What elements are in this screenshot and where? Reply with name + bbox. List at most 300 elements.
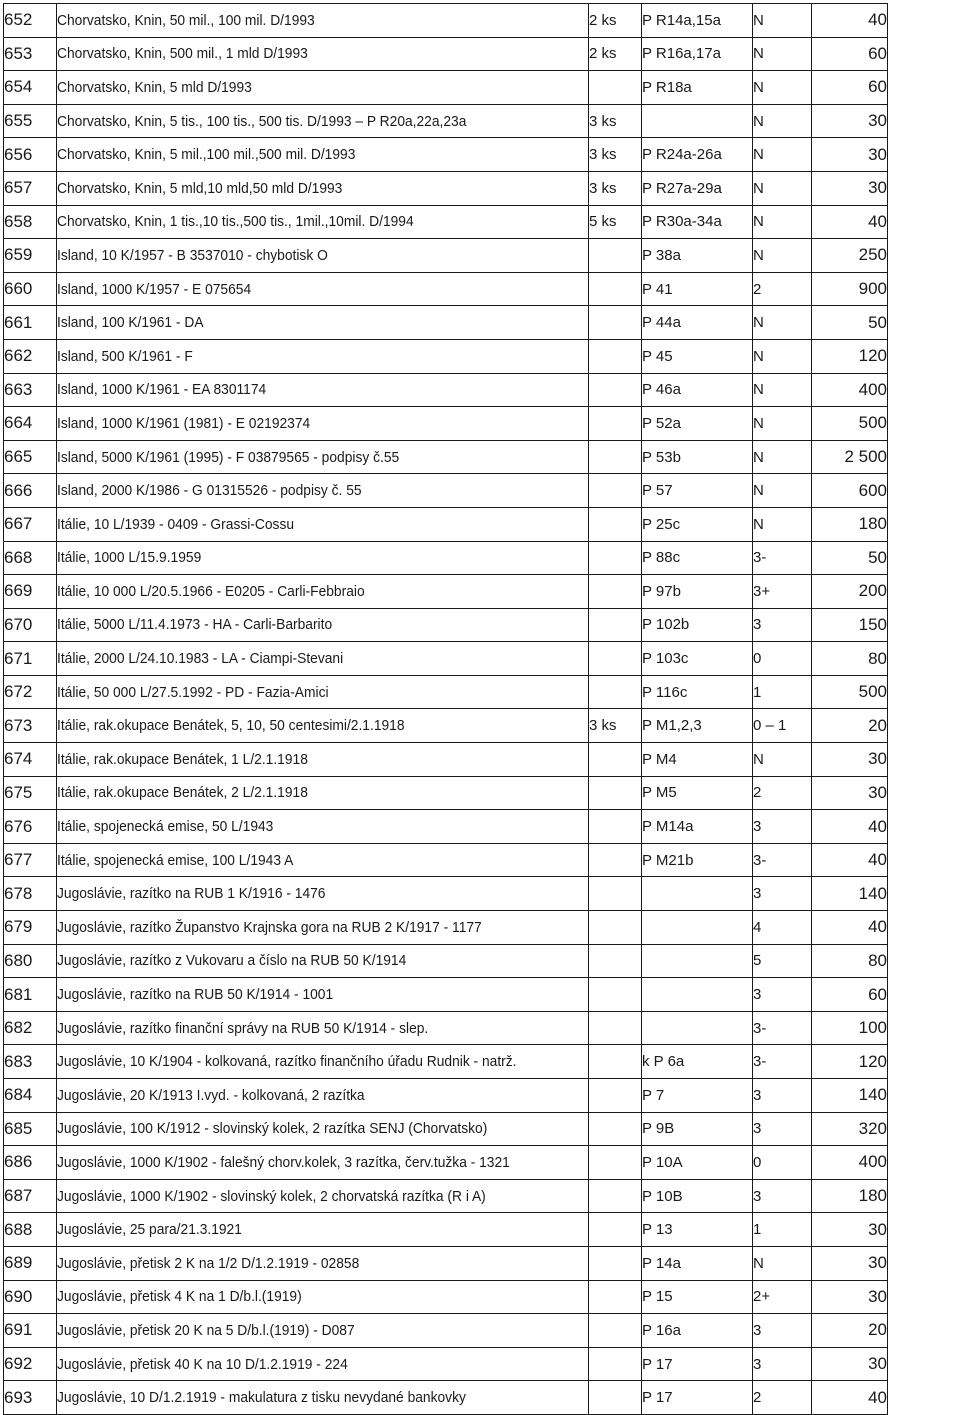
item-reference: P M14a	[642, 810, 753, 844]
item-condition: 3	[753, 1079, 812, 1113]
item-quantity	[589, 575, 642, 609]
item-price: 60	[812, 978, 888, 1012]
item-quantity	[589, 407, 642, 441]
item-quantity	[589, 373, 642, 407]
item-description-text: Itálie, spojenecká emise, 100 L/1943 A	[57, 851, 294, 869]
item-price: 40	[812, 4, 888, 38]
item-description-text: Jugoslávie, razítko na RUB 50 K/1914 - 1001	[57, 986, 334, 1004]
item-price: 320	[812, 1112, 888, 1146]
item-quantity	[589, 1011, 642, 1045]
item-quantity	[589, 978, 642, 1012]
item-quantity	[589, 1381, 642, 1415]
item-description	[57, 239, 589, 273]
item-condition: N	[753, 138, 812, 172]
item-condition: 0 – 1	[753, 709, 812, 743]
item-condition: 3+	[753, 575, 812, 609]
item-price: 30	[812, 104, 888, 138]
table-row	[4, 272, 888, 306]
table-row	[4, 1246, 888, 1280]
item-number: 653	[4, 37, 57, 71]
item-quantity	[589, 877, 642, 911]
item-number: 652	[4, 4, 57, 38]
item-description	[57, 1246, 589, 1280]
item-description	[57, 71, 589, 105]
item-description	[57, 138, 589, 172]
item-condition: 3	[753, 978, 812, 1012]
item-price: 900	[812, 272, 888, 306]
item-description	[57, 474, 589, 508]
item-description-text: Island, 2000 K/1986 - G 01315526 - podpisy č. 55	[57, 482, 362, 500]
item-number: 673	[4, 709, 57, 743]
item-description	[57, 339, 589, 373]
item-price: 30	[812, 171, 888, 205]
item-number: 668	[4, 541, 57, 575]
item-condition: 3-	[753, 1045, 812, 1079]
item-condition: N	[753, 440, 812, 474]
item-reference	[642, 1011, 753, 1045]
item-description-text: Chorvatsko, Knin, 5 mld,10 mld,50 mld D/1993	[57, 179, 343, 197]
item-description	[57, 1045, 589, 1079]
item-quantity	[589, 272, 642, 306]
item-number: 681	[4, 978, 57, 1012]
item-description	[57, 608, 589, 642]
item-description-text: Island, 500 K/1961 - F	[57, 347, 193, 365]
item-price: 80	[812, 944, 888, 978]
item-quantity	[589, 1045, 642, 1079]
table-row	[4, 1011, 888, 1045]
item-description	[57, 407, 589, 441]
table-row	[4, 306, 888, 340]
item-quantity	[589, 1213, 642, 1247]
item-description-text: Jugoslávie, razítko finanční správy na RUB 50 K/1914 - slep.	[57, 1019, 429, 1037]
item-condition: N	[753, 306, 812, 340]
item-number: 682	[4, 1011, 57, 1045]
item-description-text: Island, 1000 K/1961 - EA 8301174	[57, 381, 267, 399]
item-reference: P R30a-34a	[642, 205, 753, 239]
item-number: 678	[4, 877, 57, 911]
item-reference: P 17	[642, 1347, 753, 1381]
table-row	[4, 1347, 888, 1381]
item-number: 688	[4, 1213, 57, 1247]
item-reference: P R24a-26a	[642, 138, 753, 172]
table-row	[4, 339, 888, 373]
item-quantity	[589, 339, 642, 373]
item-description-text: Jugoslávie, 25 para/21.3.1921	[57, 1221, 242, 1239]
item-description	[57, 743, 589, 777]
item-description	[57, 541, 589, 575]
item-description	[57, 1381, 589, 1415]
item-condition: 2	[753, 272, 812, 306]
item-description	[57, 37, 589, 71]
table-row	[4, 575, 888, 609]
item-number: 661	[4, 306, 57, 340]
item-description-text: Jugoslávie, 1000 K/1902 - falešný chorv.kolek, 3 razítka, červ.tužka - 1321	[57, 1153, 510, 1171]
item-quantity	[589, 541, 642, 575]
item-quantity	[589, 1146, 642, 1180]
item-reference: P 15	[642, 1280, 753, 1314]
item-description-text: Jugoslávie, razítko z Vukovaru a číslo na RUB 50 K/1914	[57, 952, 407, 970]
item-quantity	[589, 776, 642, 810]
item-reference: P M5	[642, 776, 753, 810]
item-condition: 1	[753, 1213, 812, 1247]
item-condition: 2	[753, 776, 812, 810]
item-description-text: Itálie, 50 000 L/27.5.1992 - PD - Fazia-Amici	[57, 683, 329, 701]
item-price: 140	[812, 877, 888, 911]
item-description	[57, 1079, 589, 1113]
table-row	[4, 541, 888, 575]
item-description-text: Chorvatsko, Knin, 5 tis., 100 tis., 500 tis. D/1993 – P R20a,22a,23a	[57, 112, 467, 130]
item-quantity	[589, 743, 642, 777]
item-description	[57, 810, 589, 844]
item-description-text: Jugoslávie, 10 D/1.2.1919 - makulatura z tisku nevydané bankovky	[57, 1389, 466, 1407]
item-number: 663	[4, 373, 57, 407]
item-quantity: 3 ks	[589, 138, 642, 172]
item-description-text: Island, 5000 K/1961 (1995) - F 03879565 - podpisy č.55	[57, 448, 400, 466]
item-condition: N	[753, 407, 812, 441]
item-condition: 2	[753, 1381, 812, 1415]
item-description	[57, 171, 589, 205]
item-quantity: 2 ks	[589, 4, 642, 38]
item-condition: 4	[753, 911, 812, 945]
item-description	[57, 373, 589, 407]
table-row	[4, 978, 888, 1012]
item-reference: P 16a	[642, 1314, 753, 1348]
item-price: 30	[812, 1347, 888, 1381]
item-reference: P 17	[642, 1381, 753, 1415]
item-number: 669	[4, 575, 57, 609]
item-reference: P 14a	[642, 1246, 753, 1280]
table-row	[4, 1179, 888, 1213]
item-number: 684	[4, 1079, 57, 1113]
item-price: 50	[812, 306, 888, 340]
item-reference: P 53b	[642, 440, 753, 474]
item-description-text: Itálie, 2000 L/24.10.1983 - LA - Ciampi-Stevani	[57, 650, 344, 668]
item-description-text: Jugoslávie, 10 K/1904 - kolkovaná, razítko finančního úřadu Rudnik - natrž.	[57, 1053, 517, 1071]
table-row	[4, 373, 888, 407]
item-quantity	[589, 675, 642, 709]
item-condition: 5	[753, 944, 812, 978]
item-price: 500	[812, 407, 888, 441]
item-description-text: Jugoslávie, přetisk 20 K na 5 D/b.l.(1919) - D087	[57, 1321, 355, 1339]
item-quantity	[589, 440, 642, 474]
item-reference: P 116c	[642, 675, 753, 709]
item-condition: N	[753, 37, 812, 71]
item-reference	[642, 877, 753, 911]
item-number: 654	[4, 71, 57, 105]
item-price: 180	[812, 507, 888, 541]
item-description	[57, 507, 589, 541]
item-quantity	[589, 944, 642, 978]
item-reference	[642, 944, 753, 978]
item-number: 687	[4, 1179, 57, 1213]
item-condition: N	[753, 171, 812, 205]
item-price: 150	[812, 608, 888, 642]
table-row	[4, 911, 888, 945]
item-price: 40	[812, 843, 888, 877]
item-description	[57, 440, 589, 474]
item-quantity	[589, 474, 642, 508]
item-description-text: Itálie, rak.okupace Benátek, 5, 10, 50 centesimi/2.1.1918	[57, 717, 405, 735]
item-reference: P M21b	[642, 843, 753, 877]
item-reference	[642, 104, 753, 138]
item-description-text: Island, 100 K/1961 - DA	[57, 314, 204, 332]
item-quantity: 3 ks	[589, 171, 642, 205]
item-quantity: 3 ks	[589, 709, 642, 743]
item-description	[57, 575, 589, 609]
item-description-text: Jugoslávie, přetisk 4 K na 1 D/b.l.(1919)	[57, 1288, 302, 1306]
item-description-text: Jugoslávie, razítko Županstvo Krajnska gora na RUB 2 K/1917 - 1177	[57, 918, 482, 936]
item-quantity	[589, 608, 642, 642]
item-price: 2 500	[812, 440, 888, 474]
item-reference: P 102b	[642, 608, 753, 642]
item-reference: k P 6a	[642, 1045, 753, 1079]
item-quantity	[589, 1179, 642, 1213]
table-row	[4, 37, 888, 71]
item-quantity: 5 ks	[589, 205, 642, 239]
item-description	[57, 1179, 589, 1213]
item-price: 250	[812, 239, 888, 273]
item-number: 679	[4, 911, 57, 945]
table-row	[4, 239, 888, 273]
table-row	[4, 440, 888, 474]
item-description-text: Chorvatsko, Knin, 5 mil.,100 mil.,500 mil. D/1993	[57, 146, 356, 164]
item-description-text: Jugoslávie, přetisk 40 K na 10 D/1.2.1919 - 224	[57, 1355, 348, 1373]
item-description	[57, 205, 589, 239]
item-number: 676	[4, 810, 57, 844]
item-number: 671	[4, 642, 57, 676]
item-price: 40	[812, 810, 888, 844]
item-reference: P 10A	[642, 1146, 753, 1180]
item-condition: N	[753, 4, 812, 38]
item-description	[57, 944, 589, 978]
item-condition: 3	[753, 1112, 812, 1146]
item-reference: P R14a,15a	[642, 4, 753, 38]
item-number: 665	[4, 440, 57, 474]
item-price: 30	[812, 1246, 888, 1280]
table-row	[4, 507, 888, 541]
item-price: 180	[812, 1179, 888, 1213]
item-description-text: Itálie, spojenecká emise, 50 L/1943	[57, 818, 274, 836]
table-row	[4, 1146, 888, 1180]
item-description-text: Chorvatsko, Knin, 5 mld D/1993	[57, 78, 252, 96]
item-description	[57, 675, 589, 709]
item-description-text: Jugoslávie, přetisk 2 K na 1/2 D/1.2.1919 - 02858	[57, 1254, 360, 1272]
item-reference: P R27a-29a	[642, 171, 753, 205]
table-row	[4, 642, 888, 676]
item-reference: P 44a	[642, 306, 753, 340]
item-price: 100	[812, 1011, 888, 1045]
item-price: 30	[812, 138, 888, 172]
item-price: 40	[812, 911, 888, 945]
item-number: 655	[4, 104, 57, 138]
item-number: 680	[4, 944, 57, 978]
item-quantity	[589, 71, 642, 105]
item-number: 683	[4, 1045, 57, 1079]
item-condition: N	[753, 743, 812, 777]
item-reference: P 45	[642, 339, 753, 373]
item-description	[57, 776, 589, 810]
item-description	[57, 978, 589, 1012]
item-price: 30	[812, 1213, 888, 1247]
item-quantity	[589, 911, 642, 945]
table-row	[4, 1314, 888, 1348]
item-description-text: Jugoslávie, 20 K/1913 I.vyd. - kolkovaná, 2 razítka	[57, 1086, 365, 1104]
item-quantity: 2 ks	[589, 37, 642, 71]
item-quantity: 3 ks	[589, 104, 642, 138]
item-condition: 2+	[753, 1280, 812, 1314]
item-condition: N	[753, 507, 812, 541]
table-row	[4, 1280, 888, 1314]
item-description-text: Jugoslávie, razítko na RUB 1 K/1916 - 1476	[57, 885, 326, 903]
item-condition: 3-	[753, 541, 812, 575]
item-description-text: Itálie, rak.okupace Benátek, 2 L/2.1.1918	[57, 784, 308, 802]
table-row	[4, 743, 888, 777]
item-quantity	[589, 1079, 642, 1113]
item-reference: P 57	[642, 474, 753, 508]
item-number: 657	[4, 171, 57, 205]
item-description-text: Itálie, 1000 L/15.9.1959	[57, 549, 202, 567]
item-description-text: Itálie, 10 L/1939 - 0409 - Grassi-Cossu	[57, 515, 295, 533]
item-price: 40	[812, 1381, 888, 1415]
item-number: 691	[4, 1314, 57, 1348]
table-row	[4, 877, 888, 911]
item-price: 30	[812, 743, 888, 777]
item-quantity	[589, 1314, 642, 1348]
item-description-text: Island, 1000 K/1957 - E 075654	[57, 280, 252, 298]
item-price: 80	[812, 642, 888, 676]
item-price: 120	[812, 1045, 888, 1079]
item-description	[57, 1146, 589, 1180]
table-row	[4, 205, 888, 239]
item-quantity	[589, 306, 642, 340]
item-description-text: Jugoslávie, 1000 K/1902 - slovinský kolek, 2 chorvatská razítka (R i A)	[57, 1187, 486, 1205]
item-reference	[642, 911, 753, 945]
item-reference: P 13	[642, 1213, 753, 1247]
item-description	[57, 709, 589, 743]
item-price: 140	[812, 1079, 888, 1113]
item-quantity	[589, 239, 642, 273]
item-price: 400	[812, 1146, 888, 1180]
table-row	[4, 843, 888, 877]
table-row	[4, 1045, 888, 1079]
table-row	[4, 1381, 888, 1415]
table-row	[4, 1112, 888, 1146]
item-condition: 3	[753, 608, 812, 642]
item-condition: N	[753, 1246, 812, 1280]
table-row	[4, 776, 888, 810]
item-reference: P 10B	[642, 1179, 753, 1213]
item-condition: N	[753, 339, 812, 373]
item-price: 30	[812, 776, 888, 810]
item-condition: 0	[753, 1146, 812, 1180]
item-description-text: Chorvatsko, Knin, 1 tis.,10 tis.,500 tis., 1mil.,10mil. D/1994	[57, 213, 414, 231]
item-condition: 3-	[753, 843, 812, 877]
item-condition: 3	[753, 877, 812, 911]
table-row	[4, 138, 888, 172]
item-number: 664	[4, 407, 57, 441]
table-row	[4, 675, 888, 709]
item-quantity	[589, 507, 642, 541]
item-reference: P 88c	[642, 541, 753, 575]
item-reference: P 9B	[642, 1112, 753, 1146]
item-description-text: Island, 10 K/1957 - B 3537010 - chybotisk O	[57, 246, 328, 264]
catalog-body	[4, 4, 888, 1415]
table-row	[4, 104, 888, 138]
item-number: 693	[4, 1381, 57, 1415]
item-condition: N	[753, 205, 812, 239]
item-reference: P 103c	[642, 642, 753, 676]
item-reference: P 41	[642, 272, 753, 306]
item-price: 30	[812, 1280, 888, 1314]
item-quantity	[589, 843, 642, 877]
item-price: 600	[812, 474, 888, 508]
item-number: 674	[4, 743, 57, 777]
item-description	[57, 911, 589, 945]
item-description-text: Itálie, 10 000 L/20.5.1966 - E0205 - Carli-Febbraio	[57, 582, 365, 600]
item-condition: 3	[753, 1347, 812, 1381]
item-price: 60	[812, 37, 888, 71]
item-number: 689	[4, 1246, 57, 1280]
item-description	[57, 1347, 589, 1381]
item-price: 60	[812, 71, 888, 105]
item-description	[57, 1112, 589, 1146]
item-condition: 3	[753, 1314, 812, 1348]
item-condition: N	[753, 474, 812, 508]
item-description	[57, 272, 589, 306]
item-number: 666	[4, 474, 57, 508]
item-reference: P 25c	[642, 507, 753, 541]
item-reference: P M4	[642, 743, 753, 777]
table-row	[4, 4, 888, 38]
item-reference: P 46a	[642, 373, 753, 407]
item-quantity	[589, 1280, 642, 1314]
item-price: 500	[812, 675, 888, 709]
item-number: 685	[4, 1112, 57, 1146]
item-price: 50	[812, 541, 888, 575]
item-description	[57, 1213, 589, 1247]
item-number: 659	[4, 239, 57, 273]
item-number: 692	[4, 1347, 57, 1381]
item-condition: 1	[753, 675, 812, 709]
item-number: 675	[4, 776, 57, 810]
item-description	[57, 843, 589, 877]
item-price: 400	[812, 373, 888, 407]
item-number: 667	[4, 507, 57, 541]
item-description	[57, 642, 589, 676]
item-description	[57, 1280, 589, 1314]
item-description-text: Itálie, 5000 L/11.4.1973 - HA - Carli-Barbarito	[57, 616, 333, 634]
item-price: 20	[812, 1314, 888, 1348]
item-description	[57, 1011, 589, 1045]
item-number: 656	[4, 138, 57, 172]
item-reference: P 97b	[642, 575, 753, 609]
item-reference: P 52a	[642, 407, 753, 441]
item-description-text: Island, 1000 K/1961 (1981) - E 02192374	[57, 414, 311, 432]
item-condition: N	[753, 71, 812, 105]
item-reference: P R16a,17a	[642, 37, 753, 71]
item-reference: P 38a	[642, 239, 753, 273]
item-number: 672	[4, 675, 57, 709]
table-row	[4, 171, 888, 205]
item-price: 40	[812, 205, 888, 239]
item-reference: P 7	[642, 1079, 753, 1113]
table-row	[4, 608, 888, 642]
item-number: 658	[4, 205, 57, 239]
item-number: 660	[4, 272, 57, 306]
item-description-text: Chorvatsko, Knin, 500 mil., 1 mld D/1993	[57, 45, 308, 63]
item-condition: N	[753, 373, 812, 407]
item-price: 120	[812, 339, 888, 373]
